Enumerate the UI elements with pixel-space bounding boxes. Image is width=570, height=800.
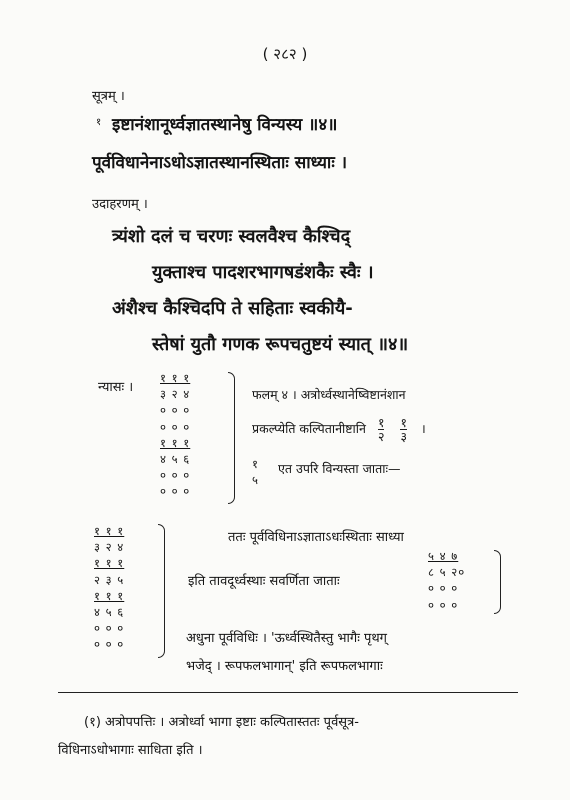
matrix-row: ५ ४ ७ [428, 549, 459, 563]
verse-line-4: स्तेषां युतौ गणक रूपचतुष्टयं स्यात् ॥४॥ [152, 334, 409, 355]
nyasa-text-3: एत उपरि विन्यस्ता जाताः— [278, 461, 401, 476]
right-brace [494, 550, 501, 614]
matrix-row: ४ ५ ६ [160, 452, 191, 467]
sutra-line-2: पूर्वविधानेनाऽधोऽज्ञातस्थानस्थिताः साध्याः । [92, 153, 348, 173]
sutra-heading: सूत्रम् । [92, 89, 125, 104]
footnote-marker: १ [96, 117, 102, 128]
matrix-row: ४ ५ ६ [94, 605, 125, 620]
right-brace [158, 524, 165, 658]
footnote-line-1: (१) अत्रोपपत्तिः । अत्रोर्ध्वा भागा इष्टाः कल्पितास्ततः पूर्वसूत्र- [84, 715, 359, 730]
matrix-row: ० ० ० [428, 581, 459, 596]
matrix-row: २ ३ ५ [94, 572, 125, 587]
nyasa-label: न्यासः । [98, 380, 134, 395]
nyasa-text-2 [252, 416, 426, 443]
verse-line-1: त्र्यंशो दलं च चरणः स्वलवैश्च कैश्चिद् [112, 226, 351, 247]
matrix-row: ० ० ० [160, 403, 191, 418]
matrix-row: ० ० ० [160, 419, 191, 434]
matrix-row: १ १ १ [94, 524, 125, 538]
verse-line-3: अंशैश्च कैश्चिदपि ते सहिताः स्वकीयै- [112, 298, 353, 319]
fraction-den: २ [377, 429, 385, 444]
fraction-num: १ [377, 415, 385, 430]
matrix-row: १ १ १ [94, 556, 125, 571]
tatah-line: ततः पूर्वविधिनाऽज्ञाताऽधःस्थिताः साध्या [228, 530, 404, 545]
small-num: ५ [252, 473, 258, 487]
matrix-row: १ १ १ [94, 588, 125, 603]
adhuna-line: अधुना पूर्वविधिः । 'ऊर्ध्वस्थितैस्तु भागैः पृथग् [186, 631, 387, 646]
bhajed-line: भजेद् । रूपफलभागान्' इति रूपफलभागाः [186, 659, 383, 674]
nyasa-small-col [252, 456, 258, 488]
matrix-row: ० ० ० [94, 637, 125, 652]
matrix-row: ३ २ ४ [160, 387, 191, 402]
verse-line-2: युक्ताश्च पादशरभागषडंशकैः स्वैः । [152, 262, 374, 283]
nyasa-text-2a: प्रकल्प्येति कल्पितानीष्टानि [252, 421, 366, 436]
iti-line: इति तावदूर्ध्वस्थाः सवर्णिता जाताः [188, 574, 340, 589]
footnote-divider [58, 692, 518, 693]
sutra-line-1: इष्टानंशानूर्ध्वज्ञातस्थानेषु विन्यस्य ॥४॥ [112, 115, 338, 135]
matrix-row: ० ० ० [160, 468, 191, 483]
matrix-row: १ १ १ [160, 371, 191, 385]
small-num: १ [252, 457, 258, 471]
fraction [378, 416, 385, 443]
fraction-den: ३ [400, 429, 407, 444]
example-heading: उदाहरणम् । [92, 197, 148, 212]
matrix-row: ८ ५ २० [428, 565, 466, 580]
footnote-line-2: विधिनाऽधोभागाः साधिता इति । [58, 743, 203, 758]
danda: । [420, 421, 426, 436]
right-brace [228, 372, 235, 504]
matrix-row: ० ० ० [160, 484, 191, 499]
matrix-row: ० ० ० [428, 597, 459, 612]
result-matrix [428, 548, 465, 613]
page-number: ( २८२ ) [262, 45, 308, 63]
nyasa-matrix [160, 370, 190, 500]
matrix-row: ३ २ ४ [94, 540, 125, 555]
matrix-row: ० ० ० [94, 621, 125, 636]
left-matrix [94, 523, 124, 653]
fraction [400, 416, 407, 443]
matrix-row: १ १ १ [160, 435, 191, 450]
fraction-num: १ [400, 415, 407, 430]
nyasa-text-1: फलम् ४ । अत्रोर्ध्वस्थानेष्विष्टानंशान [252, 387, 406, 402]
